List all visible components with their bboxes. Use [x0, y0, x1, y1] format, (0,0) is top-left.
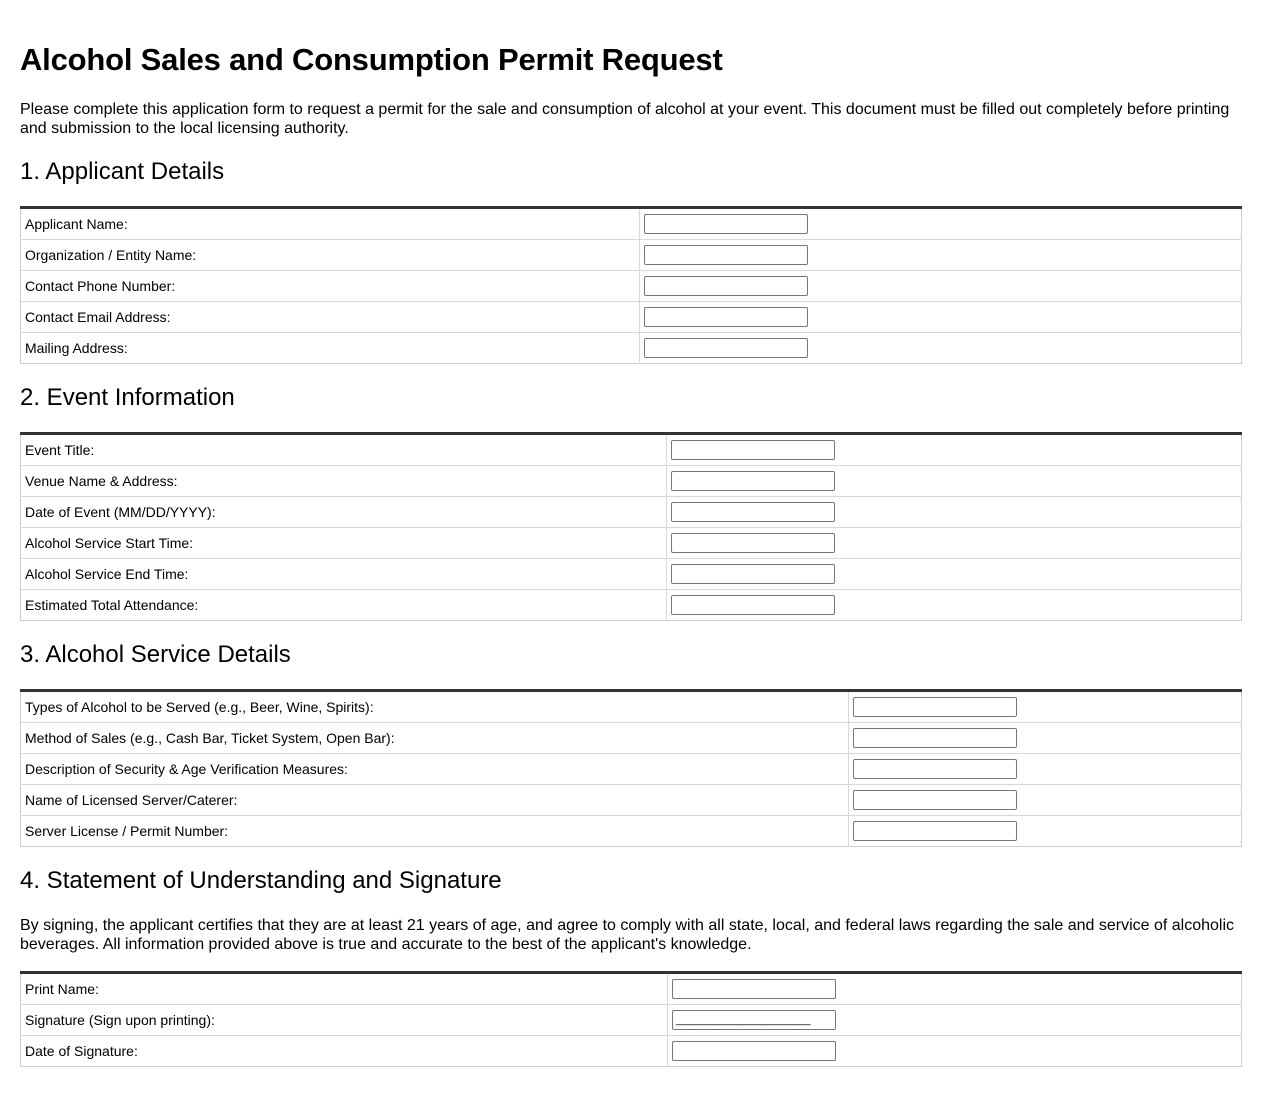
server-license-input[interactable]: [853, 821, 1017, 841]
table-row: [21, 973, 1242, 1005]
table-row: [21, 754, 1242, 785]
security-measures-input[interactable]: [853, 759, 1017, 779]
field-label: Method of Sales (e.g., Cash Bar, Ticket System, Open Bar):: [21, 723, 849, 754]
signature-date-input[interactable]: [672, 1041, 836, 1061]
applicant-details-table: [20, 206, 1242, 364]
service-start-time-input[interactable]: [671, 533, 835, 553]
print-name-input[interactable]: [672, 979, 836, 999]
field-label: Date of Event (MM/DD/YYYY):: [21, 497, 667, 528]
contact-phone-input[interactable]: [644, 276, 808, 296]
field-label: Mailing Address:: [25, 340, 128, 356]
field-label: Print Name:: [21, 973, 668, 1005]
alcohol-types-input[interactable]: [853, 697, 1017, 717]
field-label: Date of Signature:: [25, 1043, 138, 1059]
field-label: Event Title:: [21, 434, 667, 466]
field-label: Organization / Entity Name:: [21, 240, 640, 271]
field-label: Signature (Sign upon printing):: [21, 1005, 668, 1036]
sales-method-input[interactable]: [853, 728, 1017, 748]
field-label: Contact Phone Number:: [21, 271, 640, 302]
table-row: [21, 559, 1242, 590]
attendance-input[interactable]: [671, 595, 835, 615]
table-row: [21, 434, 1242, 466]
section-heading-statement-signature: 4. Statement of Understanding and Signature: [20, 867, 502, 894]
alcohol-service-table: [20, 689, 1242, 847]
organization-name-input[interactable]: [644, 245, 808, 265]
table-row: [21, 723, 1242, 754]
field-label: Name of Licensed Server/Caterer:: [21, 785, 849, 816]
server-name-input[interactable]: [853, 790, 1017, 810]
intro-paragraph: Please complete this application form to request a permit for the sale and consumption of alcohol at your event. This document must be filled out completely before printing and submission to the local licensing authority.: [20, 101, 1230, 137]
field-label: Estimated Total Attendance:: [25, 597, 199, 613]
event-title-input[interactable]: [671, 440, 835, 460]
mailing-address-input[interactable]: [644, 338, 808, 358]
table-row: [21, 466, 1242, 497]
table-row: [21, 333, 1242, 364]
table-row: [21, 302, 1242, 333]
table-row: [21, 785, 1242, 816]
table-row: [21, 240, 1242, 271]
section-heading-event-information: 2. Event Information: [20, 384, 235, 411]
statement-paragraph: By signing, the applicant certifies that they are at least 21 years of age, and agree to comply with all state, local, and federal laws regarding the sale and service of alcoholic beverages. All information provided above is true and accurate to the best of the applicant's knowledge.: [20, 917, 1235, 953]
field-label: Alcohol Service End Time:: [21, 559, 667, 590]
section-heading-applicant-details: 1. Applicant Details: [20, 158, 225, 185]
event-information-table: [20, 432, 1242, 621]
table-row: [21, 497, 1242, 528]
section-heading-alcohol-service-details: 3. Alcohol Service Details: [20, 641, 291, 668]
table-row: [21, 528, 1242, 559]
field-label: Venue Name & Address:: [21, 466, 667, 497]
event-date-input[interactable]: [671, 502, 835, 522]
signature-table: [20, 971, 1242, 1067]
table-row: [21, 816, 1242, 847]
page-title: Alcohol Sales and Consumption Permit Request: [20, 42, 723, 77]
table-row: [21, 691, 1242, 723]
field-label: Server License / Permit Number:: [25, 823, 229, 839]
table-row: [21, 1005, 1242, 1036]
applicant-name-input[interactable]: [644, 214, 808, 234]
table-row: [21, 1036, 1242, 1067]
field-label: Alcohol Service Start Time:: [21, 528, 667, 559]
venue-input[interactable]: [671, 471, 835, 491]
field-label: Description of Security & Age Verification Measures:: [21, 754, 849, 785]
field-label: Types of Alcohol to be Served (e.g., Beer, Wine, Spirits):: [21, 691, 849, 723]
field-label: Contact Email Address:: [21, 302, 640, 333]
contact-email-input[interactable]: [644, 307, 808, 327]
signature-input[interactable]: ______________________: [672, 1010, 836, 1030]
field-label: Applicant Name:: [21, 208, 640, 240]
table-row: [21, 208, 1242, 240]
table-row: [21, 271, 1242, 302]
service-end-time-input[interactable]: [671, 564, 835, 584]
table-row: [21, 590, 1242, 621]
